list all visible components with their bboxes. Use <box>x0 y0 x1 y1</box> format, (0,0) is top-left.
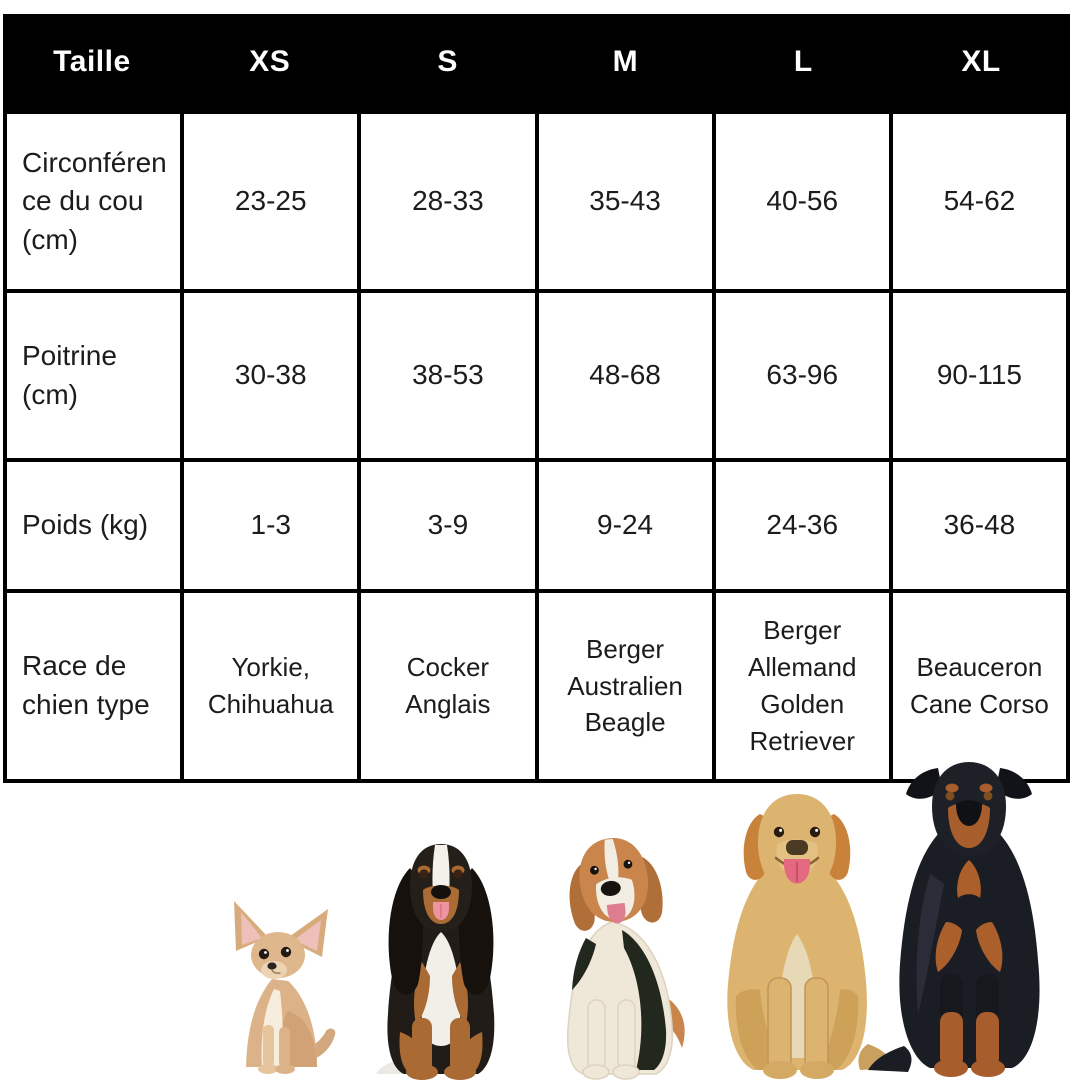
cell-breed-m: Berger Australien Beagle <box>539 593 712 779</box>
header-cell-xs: XS <box>249 45 291 78</box>
header-cell-l: L <box>793 45 813 78</box>
header-cell-m: M <box>612 45 639 78</box>
cell-weight-l: 24-36 <box>716 462 889 589</box>
cell-neck-l: 40-56 <box>716 114 889 289</box>
beagle-illustration <box>524 832 700 1080</box>
cell-neck-xs: 23-25 <box>184 114 357 289</box>
cell-chest-s: 38-53 <box>361 293 534 458</box>
cell-weight-xs: 1-3 <box>184 462 357 589</box>
size-chart-table <box>3 110 1070 783</box>
row-label-breed: Race de chien type <box>7 593 180 779</box>
cell-breed-xs: Yorkie, Chihuahua <box>184 593 357 779</box>
beagle-dog-icon <box>524 832 700 1080</box>
cell-breed-l: Berger Allemand Golden Retriever <box>716 593 889 779</box>
cell-chest-xl: 90-115 <box>893 293 1066 458</box>
header-cell-taille: Taille <box>53 45 131 78</box>
cell-breed-s: Cocker Anglais <box>361 593 534 779</box>
cell-neck-m: 35-43 <box>539 114 712 289</box>
chihuahua-dog-icon <box>222 893 344 1080</box>
cell-chest-xs: 30-38 <box>184 293 357 458</box>
size-chart-header <box>3 14 1070 110</box>
row-label-weight: Poids (kg) <box>7 462 180 589</box>
header-cell-s: S <box>437 45 458 78</box>
cell-breed-xl: Beauceron Cane Corso <box>893 593 1066 779</box>
header-cell-xl: XL <box>961 45 1001 78</box>
row-label-chest: Poitrine (cm) <box>7 293 180 458</box>
cell-weight-xl: 36-48 <box>893 462 1066 589</box>
cocker-spaniel-dog-icon <box>374 832 508 1080</box>
cell-neck-s: 28-33 <box>361 114 534 289</box>
cocker-spaniel-illustration <box>374 832 508 1080</box>
beauceron-dog-icon <box>860 754 1078 1080</box>
beauceron-illustration <box>860 754 1078 1080</box>
cell-chest-m: 48-68 <box>539 293 712 458</box>
cell-chest-l: 63-96 <box>716 293 889 458</box>
cell-weight-s: 3-9 <box>361 462 534 589</box>
cell-weight-m: 9-24 <box>539 462 712 589</box>
row-label-neck: Circonférence du cou (cm) <box>7 114 180 289</box>
chihuahua-illustration <box>222 893 344 1080</box>
cell-neck-xl: 54-62 <box>893 114 1066 289</box>
